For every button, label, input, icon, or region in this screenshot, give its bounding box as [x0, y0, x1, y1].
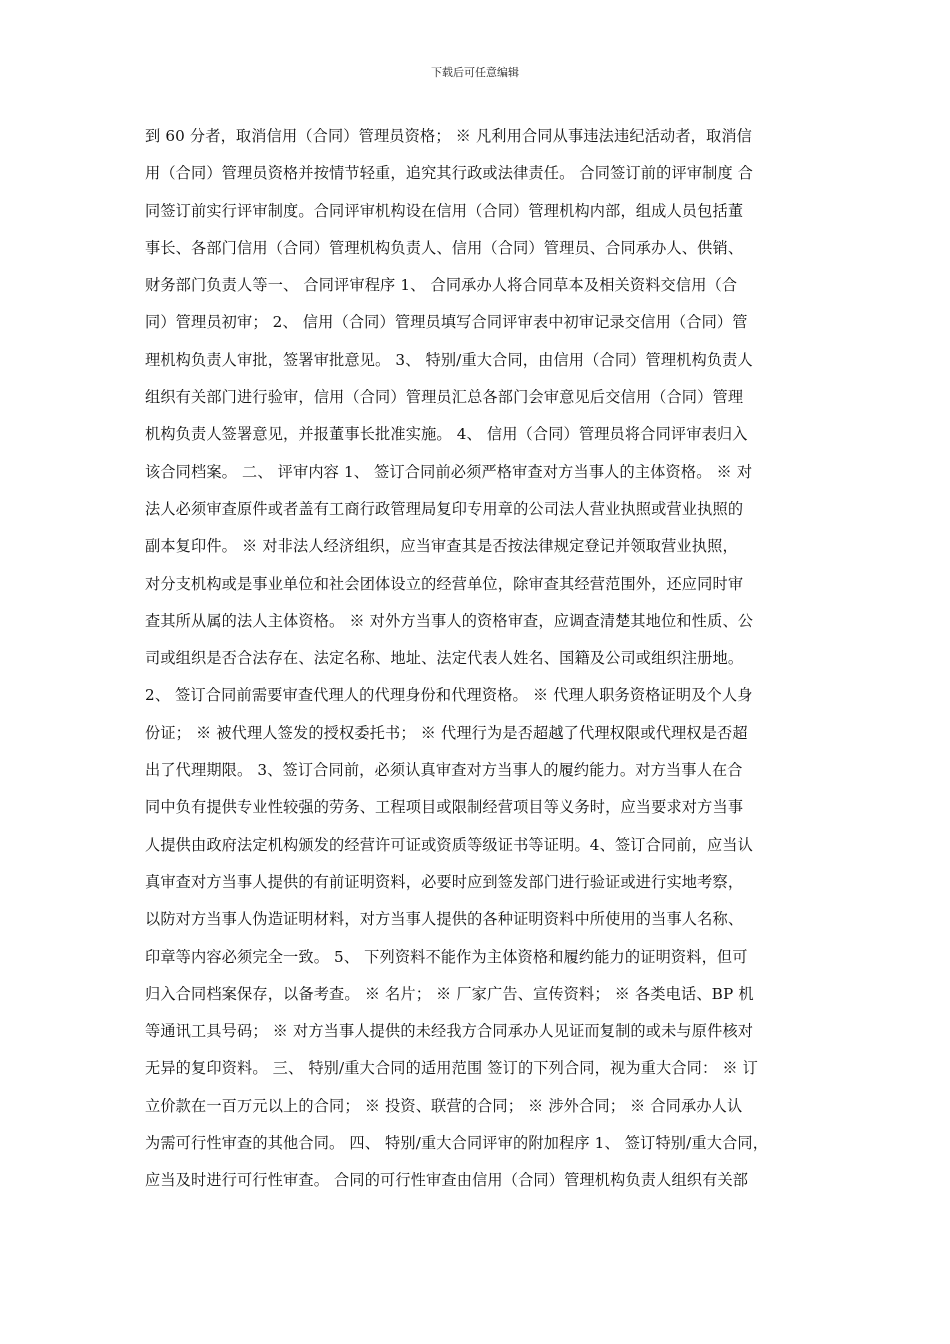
text-line: 事长、各部门信用（合同）管理机构负责人、信用（合同）管理员、合同承办人、供销、: [145, 238, 744, 257]
text-line: 对分支机构或是事业单位和社会团体设立的经营单位，除审查其经营范围外，还应同时审: [145, 574, 744, 593]
text-line: 2、 签订合同前需要审查代理人的代理身份和代理资格。 ※ 代理人职务资格证明及个人身: [145, 686, 753, 705]
text-line: 为需可行性审查的其他合同。 四、 特别/重大合同评审的附加程序 1、 签订特别/重大合同，: [145, 1134, 769, 1153]
page-header-note: 下载后可任意编辑: [431, 66, 519, 79]
document-body: [145, 118, 810, 1200]
text-line: 财务部门负责人等一、 合同评审程序 1、 合同承办人将合同草本及相关资料交信用（合: [145, 276, 738, 295]
text-line: 印章等内容必须完全一致。 5、 下列资料不能作为主体资格和履约能力的证明资料，但可: [145, 947, 748, 966]
text-line: 立价款在一百万元以上的合同； ※ 投资、联营的合同； ※ 涉外合同； ※ 合同承办人认: [145, 1096, 743, 1115]
text-line: 查其所从属的法人主体资格。 ※ 对外方当事人的资格审查，应调查清楚其地位和性质、公: [145, 611, 754, 630]
text-line: 等通讯工具号码； ※ 对方当事人提供的未经我方合同承办人见证而复制的或未与原件核对: [145, 1022, 754, 1041]
text-line: 同签订前实行评审制度。合同评审机构设在信用（合同）管理机构内部，组成人员包括董: [145, 201, 744, 220]
text-line: 同中负有提供专业性较强的劳务、工程项目或限制经营项目等义务时，应当要求对方当事: [145, 798, 744, 817]
text-line: 无异的复印资料。 三、 特别/重大合同的适用范围 签订的下列合同，视为重大合同： ※ 订: [145, 1059, 758, 1078]
text-line: 用（合同）管理员资格并按情节轻重，追究其行政或法律责任。 合同签订前的评审制度 合: [145, 164, 754, 183]
text-line: 真审查对方当事人提供的有前证明资料，必要时应到签发部门进行验证或进行实地考察，: [145, 872, 744, 891]
text-line: 副本复印件。 ※ 对非法人经济组织，应当审查其是否按法律规定登记并领取营业执照，: [145, 537, 738, 556]
text-line: 理机构负责人审批，签署审批意见。 3、 特别/重大合同，由信用（合同）管理机构负责人: [145, 350, 753, 369]
text-line: 到 60 分者，取消信用（合同）管理员资格； ※ 凡利用合同从事违法违纪活动者，取消信: [145, 127, 753, 145]
text-line: 该合同档案。 二、 评审内容 1、 签订合同前必须严格审查对方当事人的主体资格。 ※ 对: [145, 462, 753, 481]
text-line: 归入合同档案保存，以备考查。 ※ 名片； ※ 厂家广告、宣传资料； ※ 各类电话、BP 机: [145, 984, 754, 1003]
text-line: 应当及时进行可行性审查。 合同的可行性审查由信用（合同）管理机构负责人组织有关部: [145, 1171, 749, 1190]
text-line: 人提供由政府法定机构颁发的经营许可证或资质等级证书等证明。4、签订合同前，应当认: [145, 835, 753, 854]
text-line: 出了代理期限。 3、签订合同前，必须认真审查对方当事人的履约能力。对方当事人在合: [145, 761, 743, 780]
text-line: 组织有关部门进行验审，信用（合同）管理员汇总各部门会审意见后交信用（合同）管理: [145, 388, 744, 407]
text-line: 以防对方当事人伪造证明材料，对方当事人提供的各种证明资料中所使用的当事人名称、: [145, 910, 744, 929]
text-line: 份证； ※ 被代理人签发的授权委托书； ※ 代理行为是否超越了代理权限或代理权是否超: [145, 723, 748, 742]
text-line: 司或组织是否合法存在、法定名称、地址、法定代表人姓名、国籍及公司或组织注册地。: [145, 649, 744, 668]
text-line: 机构负责人签署意见，并报董事长批准实施。 4、 信用（合同）管理员将合同评审表归入: [145, 425, 748, 444]
text-line: 同）管理员初审； 2、 信用（合同）管理员填写合同评审表中初审记录交信用（合同）管: [145, 313, 748, 332]
text-line: 法人必须审查原件或者盖有工商行政管理局复印专用章的公司法人营业执照或营业执照的: [145, 499, 744, 518]
